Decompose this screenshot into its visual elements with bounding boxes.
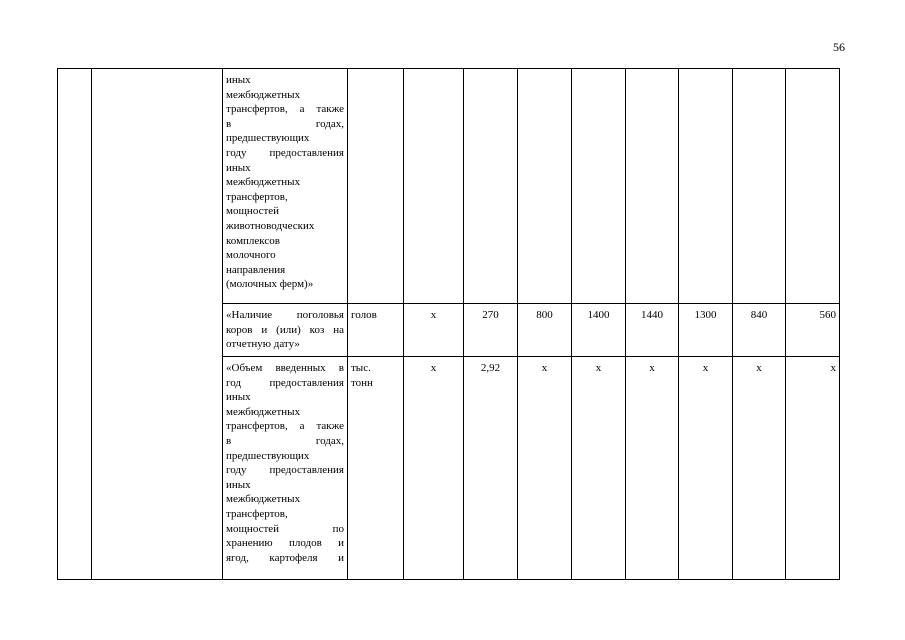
indicator-name-line: в годах, <box>226 434 344 447</box>
indicator-name-line: межбюджетных <box>226 493 301 506</box>
indicator-name-line: животноводческих <box>226 219 315 232</box>
value-cell: х <box>518 357 572 580</box>
indicator-name-line: «Наличие поголовья <box>226 309 344 321</box>
indicator-name-line: хранению плодов и <box>226 537 344 550</box>
indicator-name-line: иных <box>226 478 251 491</box>
indicator-name-line: коров и (или) коз на <box>226 323 344 336</box>
value-cell: х <box>404 304 464 357</box>
value-cell: 1440 <box>626 304 679 357</box>
indicator-name-line: ягод, картофеля и <box>226 551 344 564</box>
indicator-name-line: комплексов <box>226 234 280 247</box>
value-cell: х <box>626 357 679 580</box>
indicators-table <box>57 68 840 580</box>
value-cell <box>464 69 518 304</box>
table-row <box>58 69 840 304</box>
indicator-name-cell <box>223 69 348 304</box>
value-cell: х <box>733 357 786 580</box>
indicator-name-line: молочного <box>226 249 276 262</box>
value-cell: 840 <box>733 304 786 357</box>
row-number-cell <box>58 69 92 580</box>
value-cell: х <box>679 357 733 580</box>
unit-line: тонн <box>351 376 373 389</box>
unit-cell <box>348 69 404 304</box>
indicator-name-line: «Объем введенных в <box>226 362 344 374</box>
value-cell <box>626 69 679 304</box>
value-cell: 2,92 <box>464 357 518 580</box>
value-cell: х <box>572 357 626 580</box>
indicator-name-line: трансфертов, а также <box>226 420 344 433</box>
indicator-name-cell <box>223 357 348 580</box>
unit-line: тыс. <box>351 362 371 374</box>
unit-cell <box>348 357 404 580</box>
indicator-name-line: отчетную дату» <box>226 338 300 351</box>
indicator-name-line: году предоставления <box>226 464 344 477</box>
value-cell: 270 <box>464 304 518 357</box>
unit-cell <box>348 304 404 357</box>
value-cell <box>786 69 840 304</box>
indicator-name-line: иных <box>226 161 251 174</box>
indicator-name-line: мощностей по <box>226 522 344 535</box>
value-cell <box>404 69 464 304</box>
indicator-name-line: иных <box>226 391 251 404</box>
indicator-name-line: мощностей <box>226 205 280 218</box>
program-name-cell <box>92 69 223 580</box>
indicator-name-line: межбюджетных <box>226 405 301 418</box>
value-cell: х <box>404 357 464 580</box>
indicator-name-cell <box>223 304 348 357</box>
indicator-name-line: трансфертов, <box>226 190 288 203</box>
indicator-name-line: в годах, <box>226 117 344 130</box>
indicator-name-line: году предоставления <box>226 146 344 159</box>
indicator-name-line: межбюджетных <box>226 88 301 101</box>
value-cell: 560 <box>786 304 840 357</box>
value-cell: 1300 <box>679 304 733 357</box>
indicator-name-line: трансфертов, <box>226 507 288 520</box>
indicator-name-line: год предоставления <box>226 376 344 389</box>
page-number: 56 <box>833 40 845 54</box>
value-cell: 800 <box>518 304 572 357</box>
indicator-name-line: трансфертов, а также <box>226 103 344 116</box>
table-body <box>58 69 840 580</box>
indicator-name-line: (молочных ферм)» <box>226 278 314 291</box>
indicator-name-line: предшествующих <box>226 449 310 462</box>
value-cell <box>679 69 733 304</box>
indicator-name-line: межбюджетных <box>226 176 301 189</box>
value-cell: х <box>786 357 840 580</box>
indicator-name-line: иных <box>226 74 251 86</box>
value-cell <box>733 69 786 304</box>
value-cell <box>518 69 572 304</box>
value-cell: 1400 <box>572 304 626 357</box>
indicator-name-line: направления <box>226 263 286 276</box>
value-cell <box>572 69 626 304</box>
unit-line: голов <box>351 309 377 321</box>
indicator-name-line: предшествующих <box>226 132 310 145</box>
